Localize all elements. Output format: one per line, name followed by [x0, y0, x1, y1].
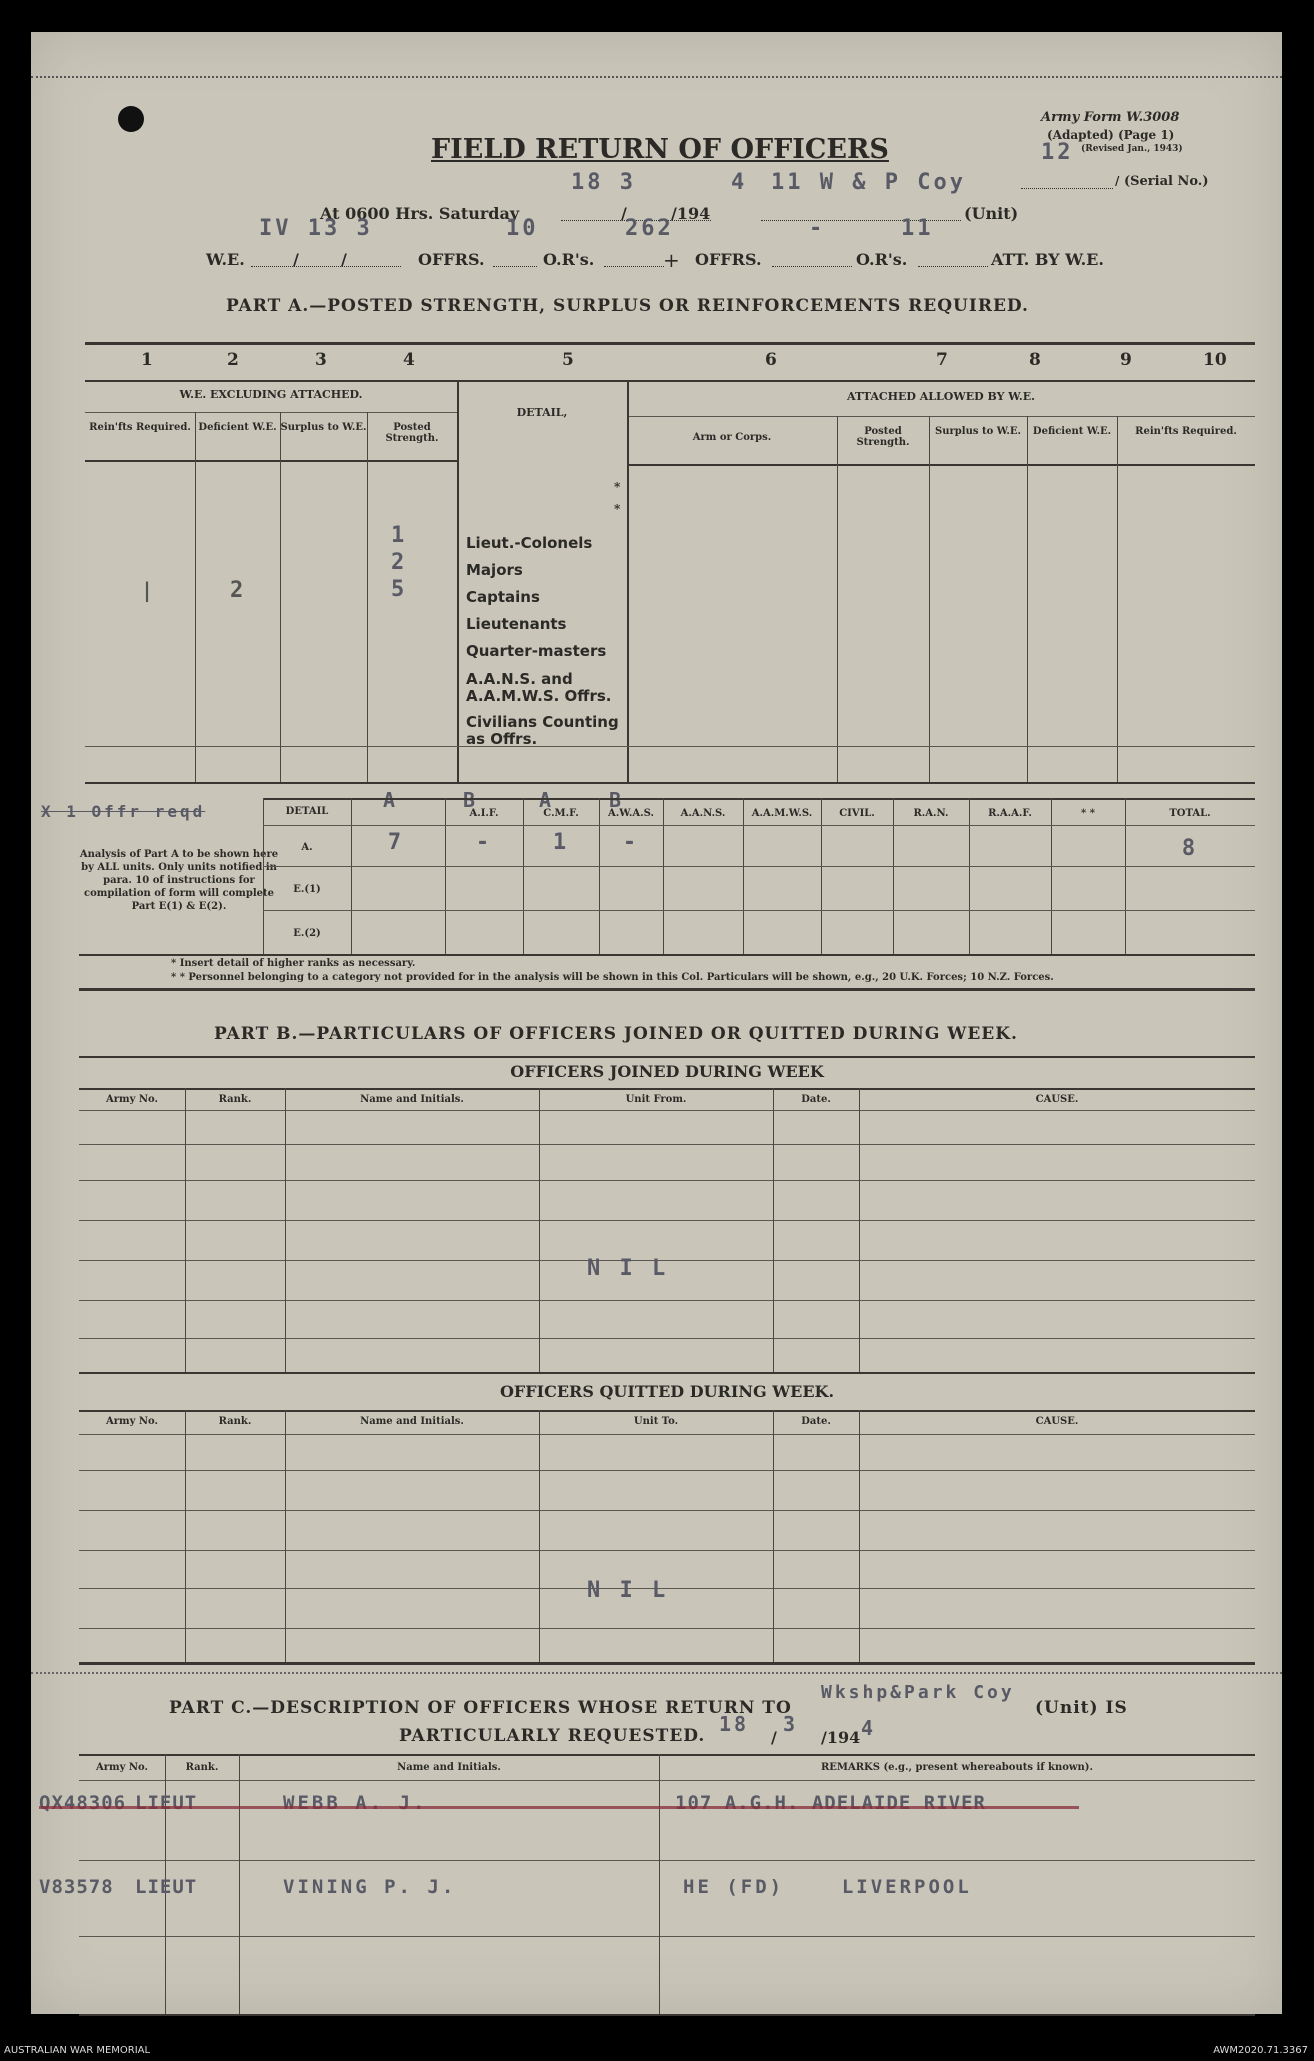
- header-deficient-right: Deficient W.E.: [1032, 426, 1112, 437]
- ranks-list: Lieut.-Colonels Majors Captains Lieutenants Quarter-masters A.A.N.S. and A.A.M.W.S. Offrs. Civilians Counting as Offrs.: [466, 534, 619, 748]
- year-label: /194: [671, 204, 711, 223]
- serial-dots: [1021, 188, 1113, 189]
- offrs-typed: 10: [506, 216, 539, 241]
- header-surplus: Surplus to W.E.: [280, 422, 367, 433]
- part-b-title: PART B.—PARTICULARS OF OFFICERS JOINED OR QUITTED DURING WEEK.: [214, 1024, 1018, 1044]
- we-excluding-header: W.E. EXCLUDING ATTACHED.: [179, 388, 363, 401]
- analysis-row-a: A.: [301, 842, 313, 853]
- detail-header: DETAIL,: [516, 406, 568, 419]
- revised-label: (Revised Jan., 1943): [1081, 144, 1183, 154]
- we-label: W.E.: [206, 250, 245, 269]
- part-c-day: 18: [719, 1712, 750, 1736]
- footer-right: AWM2020.71.3367: [1213, 2045, 1308, 2056]
- header-surplus-right: Surplus to W.E.: [935, 426, 1021, 437]
- part-c-year-typed: 4: [861, 1716, 877, 1740]
- column-numbers: 1 2 3 4 5 6 7 8 9 10: [141, 350, 1227, 370]
- part-c-year-label: /194: [821, 1728, 861, 1747]
- analysis-detail-header: DETAIL: [285, 806, 329, 817]
- punch-hole: [118, 106, 144, 132]
- unit-label: (Unit): [964, 204, 1019, 223]
- header-arm-corps: Arm or Corps.: [692, 432, 772, 443]
- serial-label: (Serial No.): [1124, 174, 1209, 189]
- posted-strength-values: 1 2 5: [391, 523, 408, 602]
- deficient-value: 2: [230, 578, 244, 603]
- aans-value: -: [622, 830, 640, 855]
- part-c-month: 3: [783, 1712, 799, 1736]
- rank: LIEUT: [135, 1876, 198, 1898]
- offrs2-label: OFFRS.: [695, 250, 762, 269]
- joined-title: OFFICERS JOINED DURING WEEK: [510, 1062, 824, 1081]
- remarks: HE (FD) LIVERPOOL: [683, 1876, 972, 1898]
- footnote-2: * * Personnel belonging to a category not provided for in the analysis will be shown in this Col. Particulars will be shown, e.g., 20 U.K. Forces; 10 N.Z. Forces.: [171, 972, 1054, 983]
- page-title: FIELD RETURN OF OFFICERS: [431, 134, 889, 165]
- aif-value: 7: [387, 830, 405, 855]
- part-c-title-2: PARTICULARLY REQUESTED.: [399, 1726, 706, 1746]
- ors-typed: 262: [625, 216, 674, 241]
- part-a-title: PART A.—POSTED STRENGTH, SURPLUS OR REINFORCEMENTS REQUIRED.: [226, 296, 1029, 316]
- total-value: 8: [1181, 836, 1199, 861]
- footnote-1: * Insert detail of higher ranks as necessary.: [171, 958, 416, 969]
- header-reinfts-right: Rein'fts Required.: [1135, 426, 1237, 437]
- name: VINING P. J.: [283, 1876, 457, 1898]
- quitted-nil: N I L: [587, 1578, 669, 1603]
- perforation-line: [31, 76, 1282, 78]
- header-posted: Posted Strength.: [385, 422, 439, 444]
- struck-note: X 1 Offr reqd: [41, 802, 206, 821]
- footer-left: AUSTRALIAN WAR MEMORIAL: [4, 2045, 151, 2056]
- remarks: 107 A.G.H. ADELAIDE RIVER: [675, 1792, 986, 1814]
- perforation-line-2: [31, 1672, 1282, 1674]
- army-no: QX48306: [39, 1792, 127, 1814]
- attached-allowed-header: ATTACHED ALLOWED BY W.E.: [847, 390, 1035, 403]
- ors-label: O.R's.: [543, 250, 595, 269]
- att-label: ATT. BY W.E.: [991, 250, 1104, 269]
- plus-sign: +: [663, 248, 680, 272]
- header-reinfts: Rein'fts Required.: [89, 422, 191, 433]
- offrs-label: OFFRS.: [418, 250, 485, 269]
- strike-line: [39, 1806, 1079, 1809]
- at-line-label: At 0600 Hrs. Saturday: [320, 204, 520, 223]
- date-typed: 18 3: [571, 170, 636, 195]
- quitted-title: OFFICERS QUITTED DURING WEEK.: [499, 1382, 835, 1401]
- army-no: V83578: [39, 1876, 114, 1898]
- name: WEBB A. J.: [283, 1792, 428, 1814]
- we-typed: IV 13 3: [259, 216, 373, 241]
- reinf-mark: |: [141, 578, 154, 602]
- form-page: Army Form W.3008 (Adapted) (Page 1) (Revised Jan., 1943) 12 / (Serial No.) FIELD RETURN OF OFFICERS 18 3 4 11 W & P Coy At 0600 Hrs. Saturday / /194 (Unit) IV 13 3 10 262 - 11 W.E. / / OFFRS. O.R's. + OFFRS. O.R's. ATT. BY W.E. PART A.—POSTED STRENGTH, SURPLUS OR REINFORCEMENTS REQUIRED. 1 2 3 4 5 6 7 8 9 10 W.E. EXCLUDING ATTACHED. ATTACHED ALLOWED BY W.E. DETAIL, Rein'fts Required. Deficient W.E. Surplus to W.E. Posted Strength. Arm or Corps. Posted Strength. Surplus to W.E. Deficient W.E. Rein'fts Required. * * Lieut.-Colonels Majors Captains Lieutenants Quarter-masters A.A.N.S. and A.A.M.W.S. Offrs. Civilians Counting as Offrs. 1 2 5 2 | X 1 Offr reqd Analysis of Part A to be shown here by ALL units. Only units notified in para. 10 of instructions for compilation of form will complete Part E(1) & E(2). A B A B DETAIL A.I.F. C.M.F. A.W.A.S. A.A.N.S. A.A.M.W.S. CIVIL. R.A.N. R.A.A.F. * * TOTAL. A. E.(1) E.(2) 7 - 1 - 8 * Insert detail of higher ranks as necessary. * * Personnel belonging to a category not provided for in the analysis will be shown in this Col. Particulars will be shown, e.g., 20 U.K. Forces; 10 N.Z. Forces. PART B.—PARTICULARS OF OFFICERS JOINED OR QUITTED DURING WEEK. OFFICERS JOINED DURING WEEK Army No. Rank. Name and Initials. Unit From. Date. CAUSE. N I L OFFICERS QUITTED DURING WEEK. Army No. Rank. Name and Initials. Unit To. Date. CAUSE. N I L PART C.—DESCRIPTION OF OFFICERS WHOSE RETURN TO Wkshp&Park Coy (Unit) IS PARTICULARLY REQUESTED. 18 3 / /194 4 Army No. Rank. Name and Initials. REMARKS (e.g., present whereabouts if known). QX48306 LIEUT WEBB A. J. 107 A.G.H. ADELAIDE RIVER V83578 LIEUT VINING P. J. HE (FD) LIVERPOOL: [31, 32, 1282, 2014]
- analysis-note: Analysis of Part A to be shown here by ALL units. Only units notified in para. 10 of instructions for compilation of form will complete Part E(1) & E(2).: [79, 849, 279, 912]
- offrs2-typed: -: [809, 216, 826, 241]
- star-2: *: [614, 502, 621, 516]
- cmf-value: -: [475, 830, 493, 855]
- ors2-label: O.R's.: [856, 250, 908, 269]
- rank: LIEUT: [135, 1792, 198, 1814]
- part-c-unit-label: (Unit) IS: [1035, 1698, 1128, 1718]
- table-row: [31, 1876, 1282, 1906]
- joined-nil: N I L: [587, 1256, 669, 1281]
- star-1: *: [614, 480, 621, 494]
- adapted-label: (Adapted) (Page 1): [1047, 128, 1175, 142]
- awas-value: 1: [552, 830, 570, 855]
- serial-typed: 12: [1041, 140, 1074, 165]
- analysis-row-e2: E.(2): [293, 928, 321, 939]
- table-row: [31, 1792, 1282, 1822]
- unit-typed: 11 W & P Coy: [771, 170, 966, 195]
- analysis-row-e1: E.(1): [293, 884, 321, 895]
- army-form-label: Army Form W.3008: [1041, 110, 1180, 125]
- header-posted-right: Posted Strength.: [856, 426, 910, 448]
- header-deficient: Deficient W.E.: [198, 422, 277, 433]
- part-c-unit-typed: Wkshp&Park Coy: [821, 1682, 1015, 1703]
- year-typed: 4: [731, 170, 748, 195]
- ors2-typed: 11: [901, 216, 934, 241]
- part-c-title: PART C.—DESCRIPTION OF OFFICERS WHOSE RETURN TO: [169, 1698, 792, 1718]
